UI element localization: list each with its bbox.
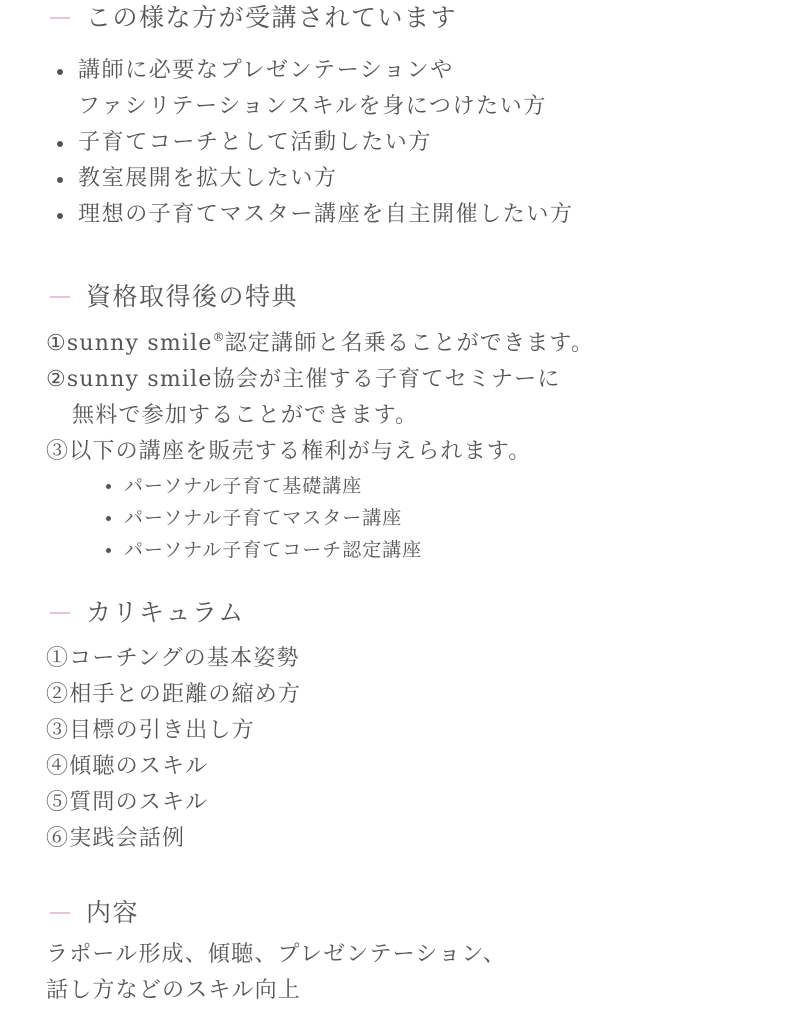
list-item: 子育てコーチとして活動したい方 — [48, 125, 771, 161]
heading-dash-icon — [50, 612, 70, 614]
content-line: 話し方などのスキル向上 — [46, 978, 301, 1003]
benefit-text: ①sunny smile — [46, 331, 213, 356]
list-item: ③目標の引き出し方 — [46, 718, 255, 743]
curriculum-list — [46, 641, 771, 857]
list-item: パーソナル子育てマスター講座 — [102, 502, 771, 534]
benefit-text: 認定講師と名乗ることができます。 — [224, 331, 595, 356]
section-heading — [48, 895, 771, 931]
section-benefits — [48, 279, 771, 566]
heading-text: カリキュラム — [86, 598, 245, 627]
benefit-line-2-continued: 無料で参加することができます。 — [72, 403, 419, 428]
heading-dash-icon — [50, 17, 70, 19]
registered-mark: ® — [212, 330, 225, 344]
list-item: ⑤質問のスキル — [46, 790, 209, 815]
section-heading — [48, 595, 771, 631]
list-item: パーソナル子育てコーチ認定講座 — [102, 534, 771, 566]
benefits-body — [48, 319, 771, 566]
heading-text: 内容 — [86, 898, 140, 927]
list-item-text: ファシリテーションスキルを身につけたい方 — [78, 94, 547, 119]
list-item: 教室展開を拡大したい方 — [48, 161, 771, 197]
benefit-line-2: ②sunny smile協会が主催する子育てセミナーに — [46, 367, 561, 392]
list-item — [48, 53, 771, 125]
list-item: ④傾聴のスキル — [46, 754, 209, 779]
audience-list — [48, 53, 771, 233]
benefit-line-3: ③以下の講座を販売する権利が与えられます。 — [46, 439, 532, 464]
course-list — [48, 470, 771, 566]
content-body — [46, 937, 771, 1009]
benefit-line-1 — [46, 319, 771, 362]
section-curriculum — [48, 595, 771, 857]
list-item: ②相手との距離の縮め方 — [46, 682, 302, 707]
heading-text: この様な方が受講されています — [86, 3, 458, 32]
section-target-audience — [48, 0, 771, 233]
heading-dash-icon — [50, 296, 70, 298]
list-item: 理想の子育てマスター講座を自主開催したい方 — [48, 197, 771, 233]
list-item-text: 講師に必要なプレゼンテーションや — [78, 58, 454, 83]
section-content — [48, 895, 771, 1009]
heading-text: 資格取得後の特典 — [86, 282, 299, 311]
list-item: パーソナル子育て基礎講座 — [102, 470, 771, 502]
list-item: ①コーチングの基本姿勢 — [46, 646, 300, 671]
content-line: ラポール形成、傾聴、プレゼンテーション、 — [46, 942, 507, 967]
heading-dash-icon — [50, 912, 70, 914]
section-heading — [48, 0, 771, 36]
section-heading — [48, 279, 771, 315]
list-item: ⑥実践会話例 — [46, 826, 186, 851]
